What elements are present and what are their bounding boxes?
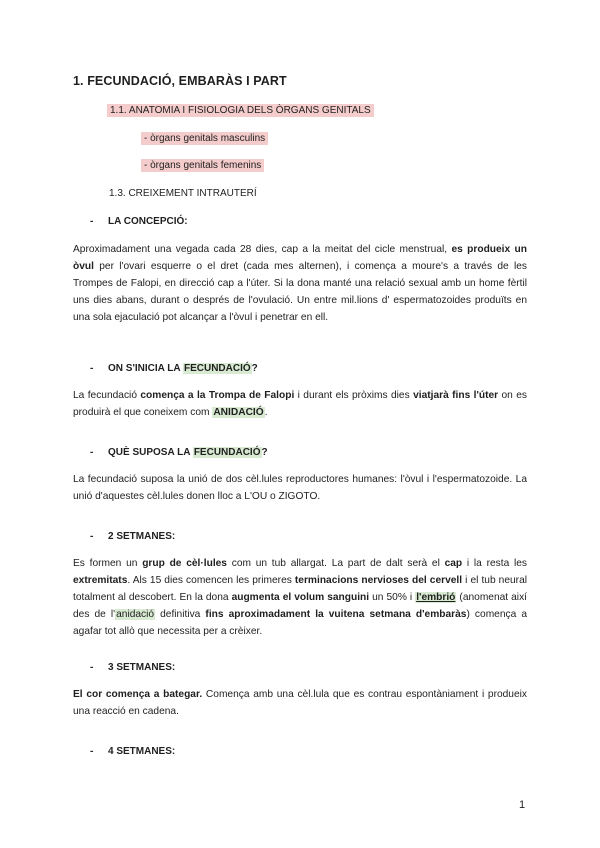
highlighted-term: l'embrió: [416, 592, 456, 603]
bullet-concepcio: [90, 216, 188, 227]
bold-run: viatjarà fins l'úter: [413, 390, 499, 401]
subheading-masculins-text: - òrgans genitals masculins: [141, 132, 268, 145]
bullet-title: QUÈ SUPOSA LA: [108, 447, 193, 458]
text-run: (anomenat així des de l': [73, 592, 527, 620]
bold-run: comença a la Trompa de Falopi: [140, 390, 295, 401]
bullet-title: 2 SETMANES:: [108, 531, 176, 542]
bold-run: El cor comença a bategar.: [73, 689, 203, 700]
text-run: La fecundació: [73, 390, 141, 401]
bold-run: augmenta el volum sanguini: [231, 592, 370, 603]
page-number: 1: [519, 799, 526, 811]
text-run: i el tub neural totalment al descobert. En la dona: [73, 575, 527, 603]
paragraph-que-suposa: La fecundació suposa la unió de dos cèl.lules reproductores humanes: l'òvul i l'espermatozoide. La unió d'aquestes cèl.lules donen lloc a L'OU o ZIGOTO.: [73, 474, 527, 502]
bold-run: extremitats: [73, 575, 128, 586]
bold-run: fins aproximadament la vuitena setmana d'embaràs: [205, 609, 467, 620]
bullet-que-suposa: [90, 447, 268, 458]
bullet-title: 4 SETMANES:: [108, 746, 176, 757]
section-heading: 1. FECUNDACIÓ, EMBARÀS I PART: [73, 74, 287, 88]
text-run: . Als 15 dies comencen les primeres: [127, 575, 295, 586]
bullet-on-sinicia: [90, 363, 258, 374]
paragraph-concepcio: [73, 241, 527, 326]
text-run: per l'ovari esquerre o el dret (cada mes alternen), i comença a moure's a través de les Trompes de Falopi, en direcció cap a l'úter. Si la dona manté una relació sexual amb un home fèrtil uns dies abans, durant o després de l'ovulació. Un entre mil.lions d' espermatozoides produïts en una sola ejaculació pot alcançar a l'òvul i penetrar en ell.: [73, 261, 527, 323]
text-run: i la resta les: [462, 558, 528, 569]
text-run: Es formen un: [73, 558, 143, 569]
bullet-4-setmanes: [90, 746, 175, 757]
highlighted-term: FECUNDACIÓ: [183, 363, 251, 374]
subheading-anatomia-text: 1.1. ANATOMIA I FISIOLOGIA DELS ÒRGANS GENITALS: [107, 104, 374, 117]
text-run: definitiva: [155, 609, 206, 620]
paragraph-2-setmanes: [73, 555, 527, 640]
subheading-femenins-text: - òrgans genitals femenins: [141, 159, 264, 172]
text-run: Aproximadament una vegada cada 28 dies, cap a la meitat del cicle menstrual,: [73, 244, 452, 255]
text-run: com un tub allargat. La part de dalt serà el: [226, 558, 445, 569]
subheading-femenins: [141, 160, 264, 171]
subheading-masculins: [141, 133, 268, 144]
bullet-dash: -: [90, 363, 94, 374]
bullet-dash: -: [90, 447, 94, 458]
bullet-title: LA CONCEPCIÓ:: [108, 216, 188, 227]
bullet-title-end: ?: [261, 447, 268, 458]
bold-run: es produeix un òvul: [73, 244, 527, 272]
highlighted-term: ANIDACIÓ: [213, 407, 264, 418]
highlighted-term: FECUNDACIÓ: [193, 447, 261, 458]
bold-run: terminacions nervioses del cervell: [294, 575, 463, 586]
text-run: .: [264, 407, 268, 418]
bold-run: cap: [444, 558, 463, 569]
subheading-creixement: 1.3. CREIXEMENT INTRAUTERÍ: [109, 188, 257, 199]
text-run: on es produirà el que coneixem com: [73, 390, 527, 418]
bullet-3-setmanes: [90, 662, 175, 673]
bullet-dash: -: [90, 216, 94, 227]
text-run: un 50% i: [369, 592, 416, 603]
bullet-dash: -: [90, 531, 94, 542]
bullet-dash: -: [90, 662, 94, 673]
bullet-title-end: ?: [251, 363, 258, 374]
text-run: ) comença a agafar tot allò que necessita per a crèixer.: [73, 609, 528, 637]
bullet-2-setmanes: [90, 531, 175, 542]
bullet-dash: -: [90, 746, 94, 757]
text-run: i durant els pròxims dies: [294, 390, 414, 401]
bold-run: grup de cèl·lules: [142, 558, 227, 569]
paragraph-3-setmanes: [73, 686, 527, 720]
paragraph-on-sinicia: [73, 387, 527, 421]
highlighted-term: anidació: [116, 609, 155, 620]
bullet-title: ON S'INICIA LA: [108, 363, 183, 374]
subheading-anatomia: [107, 105, 374, 116]
bullet-title: 3 SETMANES:: [108, 662, 176, 673]
text-run: Comença amb una cèl.lula que es contrau espontàniament i produeix una reacció en cadena.: [73, 689, 527, 717]
